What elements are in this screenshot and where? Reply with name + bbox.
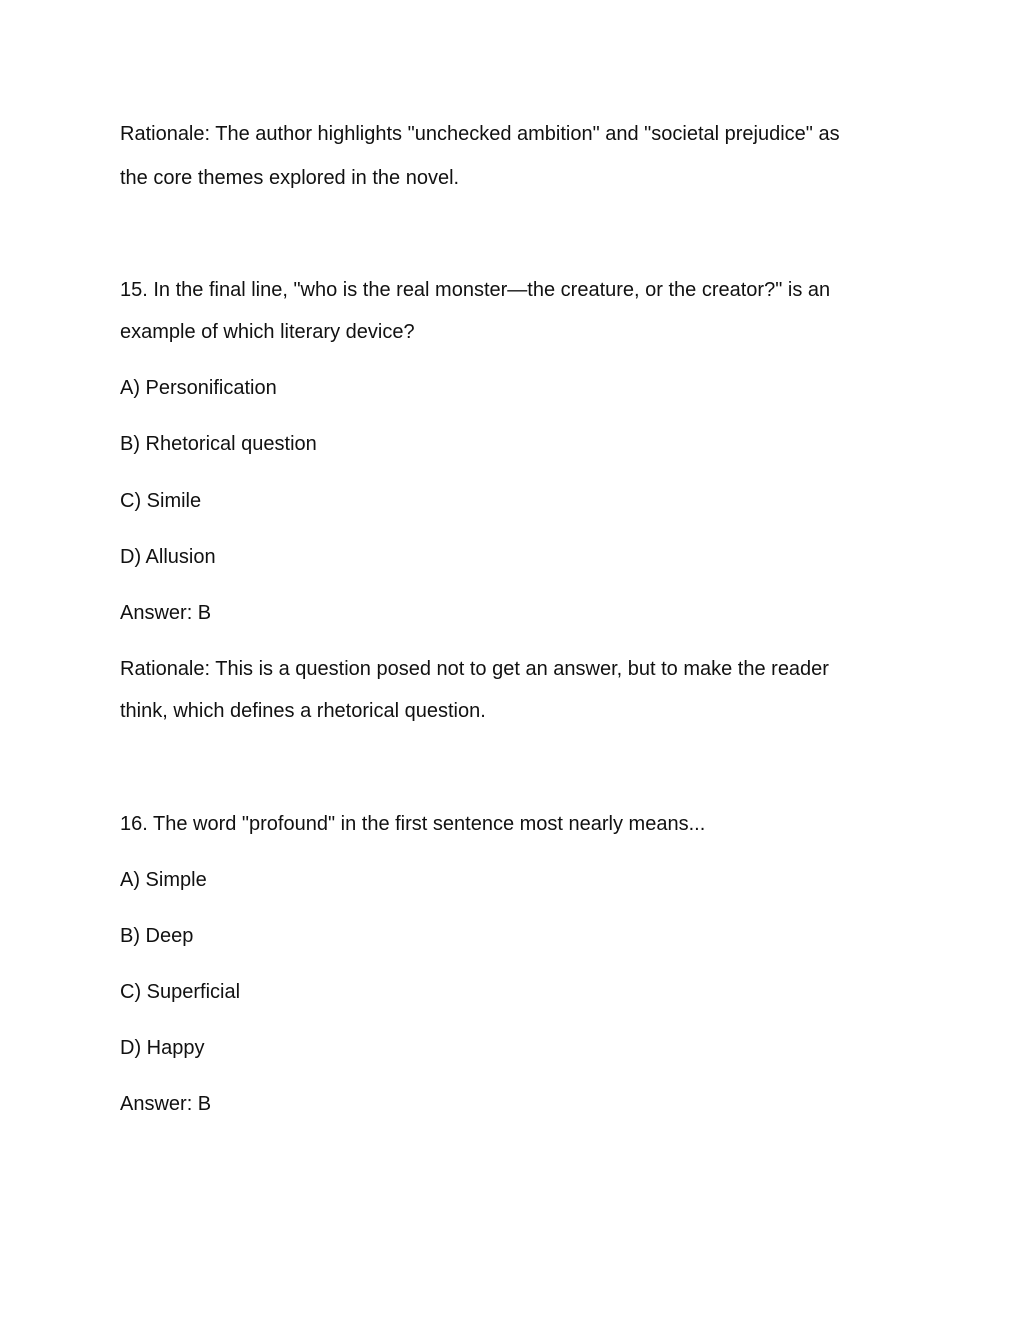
question-15-rationale-line-2: think, which defines a rhetorical question. bbox=[120, 700, 486, 722]
question-15-option-d: D) Allusion bbox=[120, 546, 216, 568]
question-15-rationale-line-1: Rationale: This is a question posed not to get an answer, but to make the reader bbox=[120, 658, 829, 680]
question-15-option-a: A) Personification bbox=[120, 377, 277, 399]
question-16-option-a: A) Simple bbox=[120, 869, 207, 891]
question-15-option-b: B) Rhetorical question bbox=[120, 433, 317, 455]
question-16-answer: Answer: B bbox=[120, 1093, 212, 1115]
question-16-option-d: D) Happy bbox=[120, 1037, 205, 1059]
question-15-prompt-line-1: 15. In the final line, "who is the real monster—the creature, or the creator?" is an bbox=[120, 279, 831, 301]
question-15-prompt-line-2: example of which literary device? bbox=[120, 321, 415, 343]
document-page bbox=[120, 0, 920, 1320]
rationale-14-line-2: the core themes explored in the novel. bbox=[120, 167, 460, 189]
question-15-answer: Answer: B bbox=[120, 602, 212, 624]
question-16-option-b: B) Deep bbox=[120, 925, 194, 947]
question-15-option-c: C) Simile bbox=[120, 490, 202, 512]
question-16-option-c: C) Superficial bbox=[120, 981, 241, 1003]
rationale-14-line-1: Rationale: The author highlights "unchecked ambition" and "societal prejudice" as bbox=[120, 123, 840, 145]
question-16-prompt: 16. The word "profound" in the first sentence most nearly means... bbox=[120, 813, 706, 835]
